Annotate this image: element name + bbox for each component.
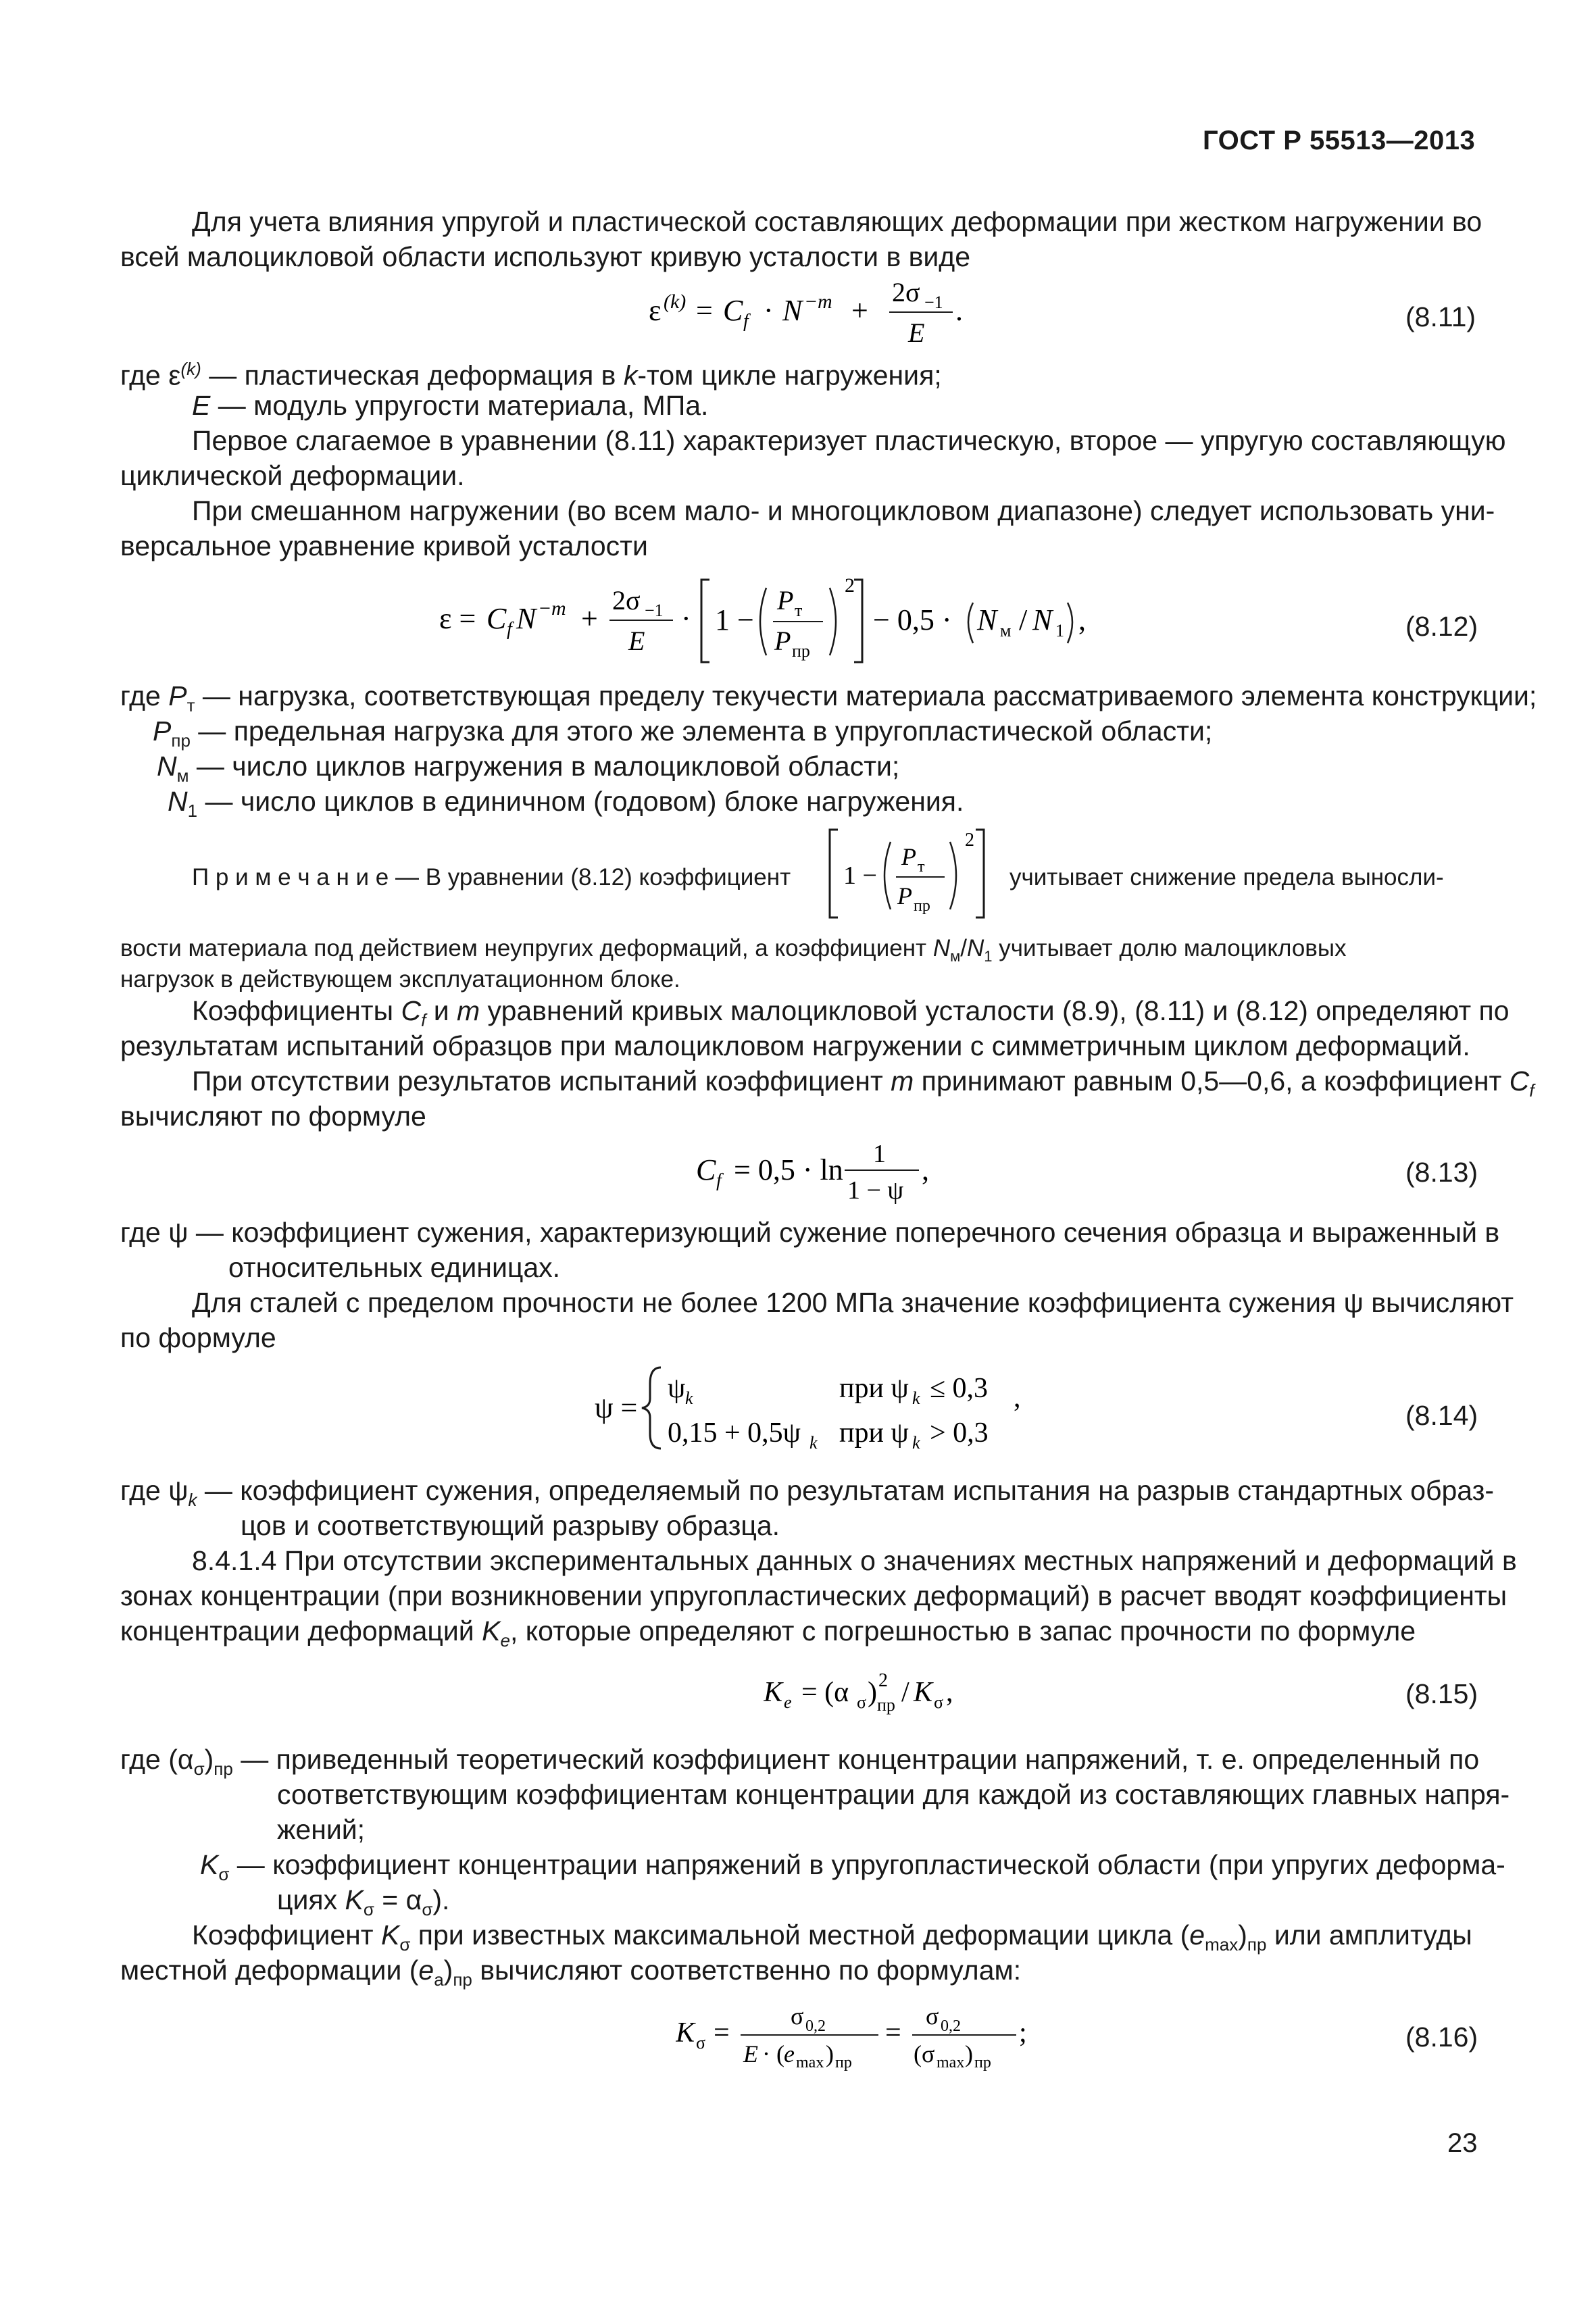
text-line: соответствующим коэффициентам концентрации для каждой из составляющих главных напря- bbox=[277, 1779, 1510, 1810]
svg-text:= 0,5 · ln: = 0,5 · ln bbox=[734, 1153, 843, 1186]
equation-number: (8.12) bbox=[1405, 611, 1478, 642]
svg-text:P: P bbox=[901, 843, 916, 870]
text-line: где $(\alpha_\sigma)_{пр}$ — приведенный теоретический коэффициент концентрации напряжений, т. е. определенный по bbox=[120, 1744, 1480, 1780]
text-line: Коэффициенты $C_f$ и m уравнений кривых малоцикловой усталости (8.9), (8.11) и (8.12) определяют по bbox=[192, 995, 1510, 1031]
text-line: циклической деформации. bbox=[120, 460, 465, 491]
text-line: циях $K_\sigma = \alpha_\sigma$). bbox=[277, 1884, 450, 1920]
svg-text:=: = bbox=[714, 2017, 730, 2048]
svg-text:пр: пр bbox=[877, 1695, 895, 1715]
note-text: учитывает снижение предела выносли- bbox=[1009, 864, 1444, 890]
svg-text:N: N bbox=[516, 602, 537, 635]
text-line: где $\varepsilon^{(k)}$ — пластическая деформация в k-том цикле нагружения; bbox=[120, 359, 942, 391]
svg-text:E: E bbox=[908, 318, 925, 348]
svg-text:·: · bbox=[764, 294, 774, 327]
equation-8-11-formula bbox=[649, 278, 1027, 353]
svg-text:−: − bbox=[805, 291, 817, 313]
svg-text:2σ: 2σ bbox=[612, 585, 641, 615]
svg-text:σ: σ bbox=[926, 2003, 939, 2030]
svg-text:/: / bbox=[1019, 603, 1028, 636]
text-line: Для учета влияния упругой и пластической составляющих деформации при жестком нагружении во bbox=[192, 206, 1482, 237]
svg-text:f: f bbox=[507, 619, 512, 640]
svg-text:ε =: ε = bbox=[439, 602, 476, 635]
text-line: всей малоцикловой области используют кривую усталости в виде bbox=[120, 241, 971, 272]
svg-text:σ: σ bbox=[857, 1692, 867, 1712]
svg-text:1: 1 bbox=[873, 1140, 886, 1168]
svg-text:−1: −1 bbox=[924, 293, 943, 312]
svg-text:P: P bbox=[777, 585, 794, 615]
equation-number: (8.11) bbox=[1405, 301, 1476, 332]
svg-text:k: k bbox=[912, 1433, 920, 1453]
svg-text:k: k bbox=[685, 1388, 693, 1408]
equation-8-13-formula bbox=[696, 1135, 980, 1209]
svg-text:e: e bbox=[784, 2040, 795, 2067]
svg-text:/: / bbox=[901, 1677, 909, 1708]
svg-text:− 0,5 ·: − 0,5 · bbox=[873, 603, 952, 636]
svg-text:N: N bbox=[782, 294, 803, 327]
svg-text:ε: ε bbox=[649, 294, 662, 327]
svg-text:1 −: 1 − bbox=[715, 603, 754, 636]
svg-text:пр: пр bbox=[792, 641, 810, 661]
text-line: где $\psi_k$ — коэффициент сужения, определяемый по результатам испытания на разрыв стандартных образ- bbox=[120, 1475, 1495, 1511]
svg-text:P: P bbox=[897, 882, 912, 909]
equation-number: (8.15) bbox=[1405, 1678, 1478, 1709]
text-line: где ψ — коэффициент сужения, характеризующий сужение поперечного сечения образца и выраженный в bbox=[120, 1217, 1500, 1248]
svg-text:0,15 + 0,5ψ: 0,15 + 0,5ψ bbox=[668, 1417, 801, 1449]
text-line: версальное уравнение кривой усталости bbox=[120, 530, 648, 561]
svg-text:=: = bbox=[696, 294, 713, 327]
svg-text:max: max bbox=[796, 2054, 824, 2071]
text-line: Первое слагаемое в уравнении (8.11) характеризует пластическую, второе — упругую составляющую bbox=[192, 425, 1506, 456]
svg-text:E: E bbox=[743, 2040, 758, 2067]
svg-text:0,2: 0,2 bbox=[941, 2017, 961, 2035]
text-line: $P_{пр}$ — предельная нагрузка для этого же элемента в упругопластической области; bbox=[153, 715, 1213, 751]
svg-text:): ) bbox=[868, 1677, 877, 1708]
svg-text:.: . bbox=[955, 294, 963, 327]
equation-8-16-formula bbox=[676, 2000, 1054, 2074]
svg-text:2: 2 bbox=[878, 1670, 888, 1691]
svg-text:max: max bbox=[937, 2054, 965, 2071]
svg-text:> 0,3: > 0,3 bbox=[930, 1417, 989, 1449]
svg-text:ψ: ψ bbox=[668, 1373, 686, 1404]
text-line: жений; bbox=[277, 1814, 366, 1845]
svg-text:C: C bbox=[696, 1153, 716, 1186]
svg-text:−1: −1 bbox=[645, 601, 664, 620]
svg-text:P: P bbox=[774, 626, 791, 656]
equation-number: (8.13) bbox=[1405, 1157, 1478, 1188]
equation-number: (8.14) bbox=[1405, 1400, 1478, 1431]
svg-text:C: C bbox=[487, 602, 507, 635]
svg-text:м: м bbox=[1000, 621, 1012, 640]
svg-text:): ) bbox=[965, 2040, 973, 2067]
svg-text:N: N bbox=[1032, 603, 1053, 636]
svg-text:= (α: = (α bbox=[801, 1677, 849, 1708]
svg-text:): ) bbox=[826, 2040, 834, 2067]
svg-text:2σ: 2σ bbox=[892, 278, 920, 307]
svg-text:при ψ: при ψ bbox=[839, 1417, 909, 1449]
svg-text:· (: · ( bbox=[762, 2040, 784, 2067]
svg-text:0,2: 0,2 bbox=[805, 2017, 826, 2035]
svg-text:при ψ: при ψ bbox=[839, 1373, 909, 1404]
svg-text:σ: σ bbox=[934, 1692, 944, 1712]
text-line: относительных единицах. bbox=[228, 1252, 561, 1283]
svg-text:≤ 0,3: ≤ 0,3 bbox=[930, 1373, 989, 1404]
text-line: Коэффициент $K_\sigma$ при известных максимальной местной деформации цикла $(e_{max})_{пр}$ или амплитуды bbox=[192, 1919, 1472, 1955]
svg-text:σ: σ bbox=[696, 2033, 706, 2053]
note-label: П р и м е ч а н и е — В уравнении (8.12) коэффициент bbox=[192, 864, 791, 890]
svg-text:f: f bbox=[743, 311, 749, 332]
svg-text:e: e bbox=[784, 1692, 792, 1712]
equation-number: (8.16) bbox=[1405, 2021, 1478, 2053]
svg-text:ψ =: ψ = bbox=[595, 1391, 638, 1424]
svg-text:k: k bbox=[809, 1433, 818, 1453]
svg-text:N: N bbox=[977, 603, 997, 636]
svg-text:C: C bbox=[723, 294, 743, 327]
svg-text:σ: σ bbox=[791, 2003, 804, 2030]
note-text: нагрузок в действующем эксплуатационном блоке. bbox=[120, 966, 680, 992]
text-line: $N_м$ — число циклов нагружения в малоцикловой области; bbox=[157, 751, 900, 786]
svg-text:2: 2 bbox=[965, 830, 974, 851]
svg-text:,: , bbox=[1078, 603, 1086, 636]
note-formula bbox=[828, 823, 1004, 924]
svg-text:K: K bbox=[676, 2017, 695, 2048]
svg-text:2: 2 bbox=[845, 574, 855, 597]
text-line: результатам испытаний образцов при малоцикловом нагружении с симметричным циклом деформаций. bbox=[120, 1030, 1470, 1061]
equation-8-15-formula bbox=[764, 1662, 1020, 1723]
svg-text:;: ; bbox=[1019, 2017, 1027, 2048]
svg-text:·: · bbox=[681, 602, 691, 635]
svg-text:K: K bbox=[764, 1677, 783, 1708]
text-line: $N_1$ — число циклов в единичном (годовом) блоке нагружения. bbox=[168, 786, 964, 822]
text-line: зонах концентрации (при возникновении упругопластических деформаций) в расчет вводят коэффициенты bbox=[120, 1580, 1507, 1611]
svg-text:т: т bbox=[918, 858, 925, 876]
svg-text:1 − ψ: 1 − ψ bbox=[847, 1176, 904, 1205]
text-line: При смешанном нагружении (во всем мало- и многоцикловом диапазоне) следует использовать уни- bbox=[192, 495, 1495, 526]
svg-text:E: E bbox=[628, 626, 645, 656]
svg-text:K: K bbox=[914, 1677, 933, 1708]
svg-text:пр: пр bbox=[974, 2054, 991, 2071]
equation-8-14-formula bbox=[595, 1359, 1081, 1454]
text-line: E — модуль упругости материала, МПа. bbox=[192, 390, 709, 421]
svg-text:−: − bbox=[539, 597, 551, 620]
page-number: 23 bbox=[1447, 2128, 1478, 2158]
svg-text:m: m bbox=[818, 291, 832, 313]
svg-text:1 −: 1 − bbox=[843, 861, 877, 890]
svg-text:+: + bbox=[851, 294, 868, 327]
svg-text:=: = bbox=[885, 2017, 901, 2048]
text-line: по формуле bbox=[120, 1322, 276, 1353]
text-line: концентрации деформаций $K_e$, которые определяют с погрешностью в запас прочности по формуле bbox=[120, 1615, 1416, 1651]
svg-text:пр: пр bbox=[914, 897, 930, 915]
svg-text:,: , bbox=[946, 1677, 953, 1708]
page-header: ГОСТ Р 55513—2013 bbox=[1203, 126, 1476, 155]
equation-8-12-formula bbox=[439, 568, 1115, 669]
svg-text:k: k bbox=[912, 1388, 920, 1408]
svg-text:,: , bbox=[922, 1153, 929, 1186]
svg-text:f: f bbox=[716, 1170, 722, 1191]
text-line: 8.4.1.4 При отсутствии экспериментальных данных о значениях местных напряжений и деформаций в bbox=[192, 1545, 1517, 1576]
svg-text:m: m bbox=[551, 597, 566, 620]
note-text: вости материала под действием неупругих деформаций, а коэффициент $N_м/N_1$ учитывает долю малоцикловых bbox=[120, 935, 1347, 965]
svg-text:,: , bbox=[1014, 1382, 1021, 1413]
svg-text:1: 1 bbox=[1055, 621, 1064, 640]
svg-text:пр: пр bbox=[835, 2054, 852, 2071]
text-line: вычисляют по формуле bbox=[120, 1101, 426, 1132]
svg-text:т: т bbox=[795, 601, 803, 620]
text-line: местной деформации $(e_a)_{пр}$ вычисляют соответственно по формулам: bbox=[120, 1955, 1022, 1990]
text-line: цов и соответствующий разрыву образца. bbox=[241, 1510, 780, 1541]
text-line: При отсутствии результатов испытаний коэффициент m принимают равным 0,5—0,6, а коэффициент $C_f$ bbox=[192, 1065, 1535, 1101]
svg-text:+: + bbox=[581, 602, 598, 635]
text-line: Для сталей с пределом прочности не более 1200 МПа значение коэффициента сужения ψ вычисляют bbox=[192, 1287, 1514, 1318]
svg-text:(σ: (σ bbox=[914, 2040, 935, 2067]
svg-text:(k): (k) bbox=[664, 291, 687, 313]
text-line: где $P_т$ — нагрузка, соответствующая пределу текучести материала рассматриваемого элемента конструкции; bbox=[120, 680, 1537, 716]
text-line: $K_\sigma$ — коэффициент концентрации напряжений в упругопластической области (при упругих деформа- bbox=[200, 1849, 1505, 1885]
